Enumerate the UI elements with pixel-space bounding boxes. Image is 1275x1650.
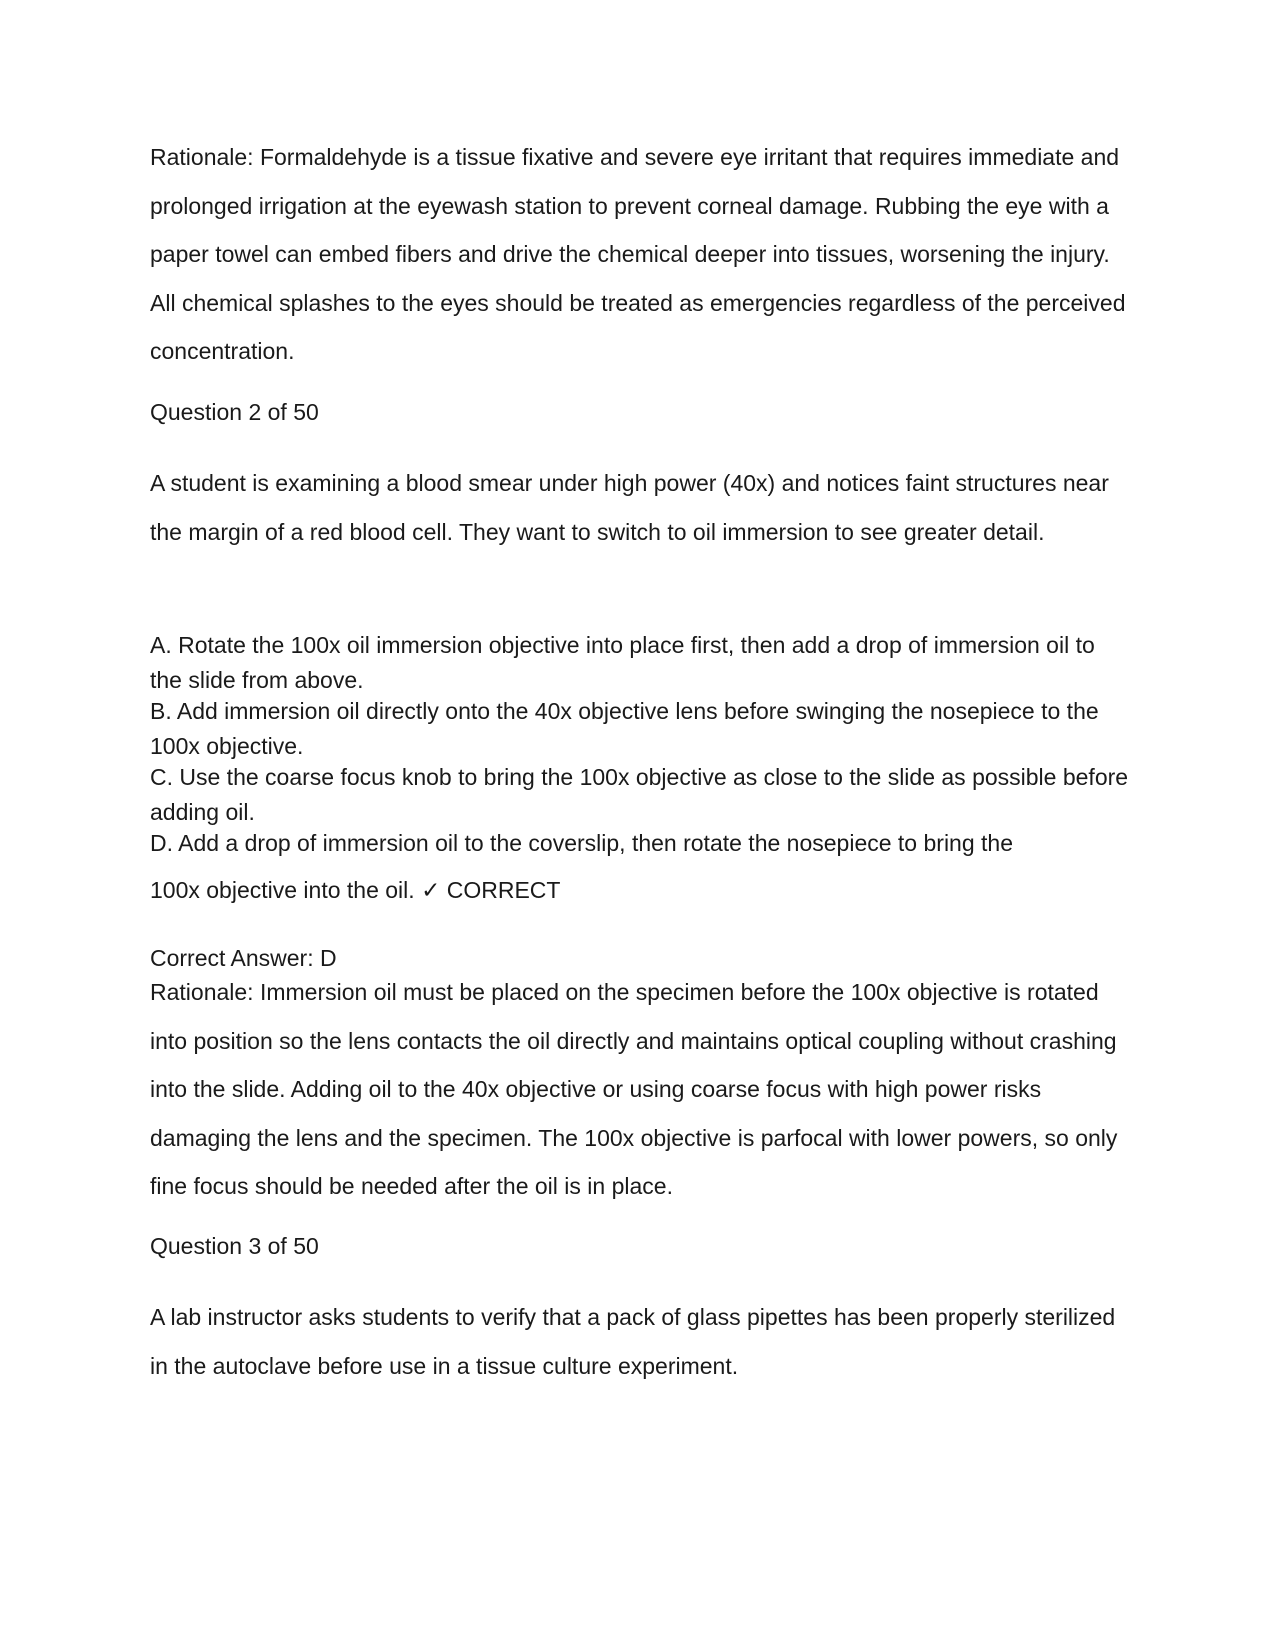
question-2-rationale: Rationale: Immersion oil must be placed on the specimen before the 100x objective is rotated into position so the lens contacts the oil directly and maintains optical coupling without crashing into the slide. Adding oil to the 40x objective or using coarse focus with high power risks damaging the lens and the specimen. The 100x objective is parfocal with lower powers, so only fine focus should be needed after the oil is in place. (150, 979, 1118, 1199)
option-d-line-2 (150, 873, 1130, 908)
option-d-line-1: D. Add a drop of immersion oil to the coverslip, then rotate the nosepiece to bring the (150, 830, 1013, 856)
option-c: C. Use the coarse focus knob to bring the 100x objective as close to the slide as possible before adding oil. (150, 764, 1129, 825)
option-d (150, 826, 1130, 907)
option-d-text: 100x objective into the oil. (150, 876, 415, 903)
option-a: A. Rotate the 100x oil immersion objective into place first, then add a drop of immersion oil to the slide from above. (150, 632, 1095, 693)
question-2-header: Question 2 of 50 (150, 399, 319, 425)
question-3-header: Question 3 of 50 (150, 1233, 319, 1259)
correct-check-mark: ✓ CORRECT (421, 876, 561, 903)
question-3-stem: A lab instructor asks students to verify that a pack of glass pipettes has been properly sterilized in the autoclave before use in a tissue culture experiment. (150, 1304, 1116, 1379)
option-b: B. Add immersion oil directly onto the 40x objective lens before swinging the nosepiece to the 100x objective. (150, 698, 1099, 759)
question-2-stem: A student is examining a blood smear under high power (40x) and notices faint structures near the margin of a red blood cell. They want to switch to oil immersion to see greater detail. (150, 470, 1109, 545)
previous-rationale: Rationale: Formaldehyde is a tissue fixative and severe eye irritant that requires immediate and prolonged irrigation at the eyewash station to prevent corneal damage. Rubbing the eye with a paper towel can embed fibers and drive the chemical deeper into tissues, worsening the injury. All chemical splashes to the eyes should be treated as emergencies regardless of the perceived concentration. (150, 144, 1126, 364)
question-2-correct-answer: Correct Answer: D (150, 945, 337, 971)
